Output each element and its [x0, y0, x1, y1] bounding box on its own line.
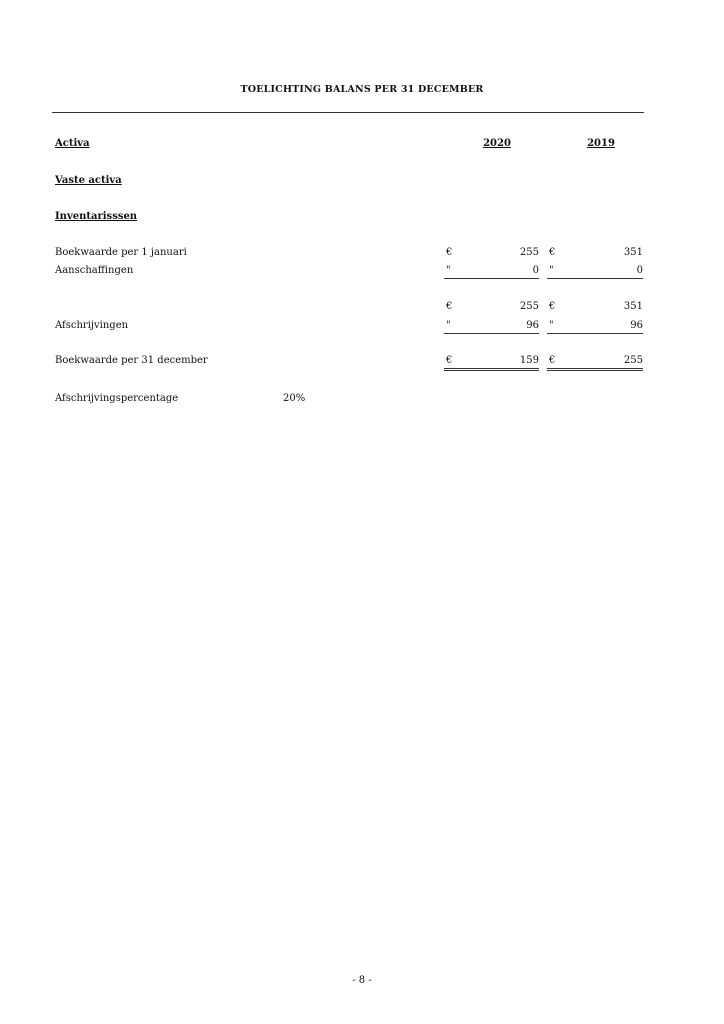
row-label-aanschaffingen: Aanschaffingen	[55, 265, 134, 276]
afschrijvingspercentage-value: 20%	[283, 393, 306, 404]
ditto-mark: "	[446, 320, 451, 331]
currency-symbol: €	[446, 247, 453, 258]
amount-value: 159	[519, 355, 539, 366]
currency-symbol: €	[446, 355, 453, 366]
cell-aanschaffingen-2020	[444, 265, 539, 279]
amount-value: 0	[636, 265, 643, 276]
amount-value: 255	[623, 355, 643, 366]
row-label-boekwaarde-eind: Boekwaarde per 31 december	[55, 355, 208, 366]
currency-symbol: €	[446, 301, 453, 312]
amount-value: 255	[519, 247, 539, 258]
cell-subtotaal-2019	[547, 301, 643, 315]
cell-afschrijvingen-2020	[444, 320, 539, 334]
amount-value: 351	[623, 301, 643, 312]
inventarissen-heading: Inventarisssen	[55, 211, 138, 222]
cell-afschrijvingen-2019	[547, 320, 643, 334]
vaste-activa-heading: Vaste activa	[55, 175, 122, 186]
amount-value: 255	[519, 301, 539, 312]
amount-value: 0	[532, 265, 539, 276]
page-number: - 8 -	[352, 975, 372, 986]
ditto-mark: "	[549, 265, 554, 276]
page-title: TOELICHTING BALANS PER 31 DECEMBER	[240, 84, 484, 95]
row-label-afschrijvingen: Afschrijvingen	[55, 320, 129, 331]
amount-value: 96	[526, 320, 539, 331]
activa-heading: Activa	[55, 138, 90, 149]
cell-boekwaarde-eind-2020	[444, 355, 539, 371]
currency-symbol: €	[549, 301, 556, 312]
ditto-mark: "	[446, 265, 451, 276]
amount-value: 351	[623, 247, 643, 258]
year-2020-heading: 2020	[483, 138, 511, 149]
cell-subtotaal-2020	[444, 301, 539, 315]
cell-boekwaarde-begin-2019	[547, 247, 643, 261]
amount-value: 96	[630, 320, 643, 331]
row-label-boekwaarde-begin: Boekwaarde per 1 januari	[55, 247, 187, 258]
year-2019-heading: 2019	[587, 138, 615, 149]
currency-symbol: €	[549, 247, 556, 258]
cell-boekwaarde-eind-2019	[547, 355, 643, 371]
ditto-mark: "	[549, 320, 554, 331]
currency-symbol: €	[549, 355, 556, 366]
cell-boekwaarde-begin-2020	[444, 247, 539, 261]
cell-aanschaffingen-2019	[547, 265, 643, 279]
afschrijvingspercentage-label: Afschrijvingspercentage	[55, 393, 179, 404]
title-divider	[52, 112, 644, 113]
